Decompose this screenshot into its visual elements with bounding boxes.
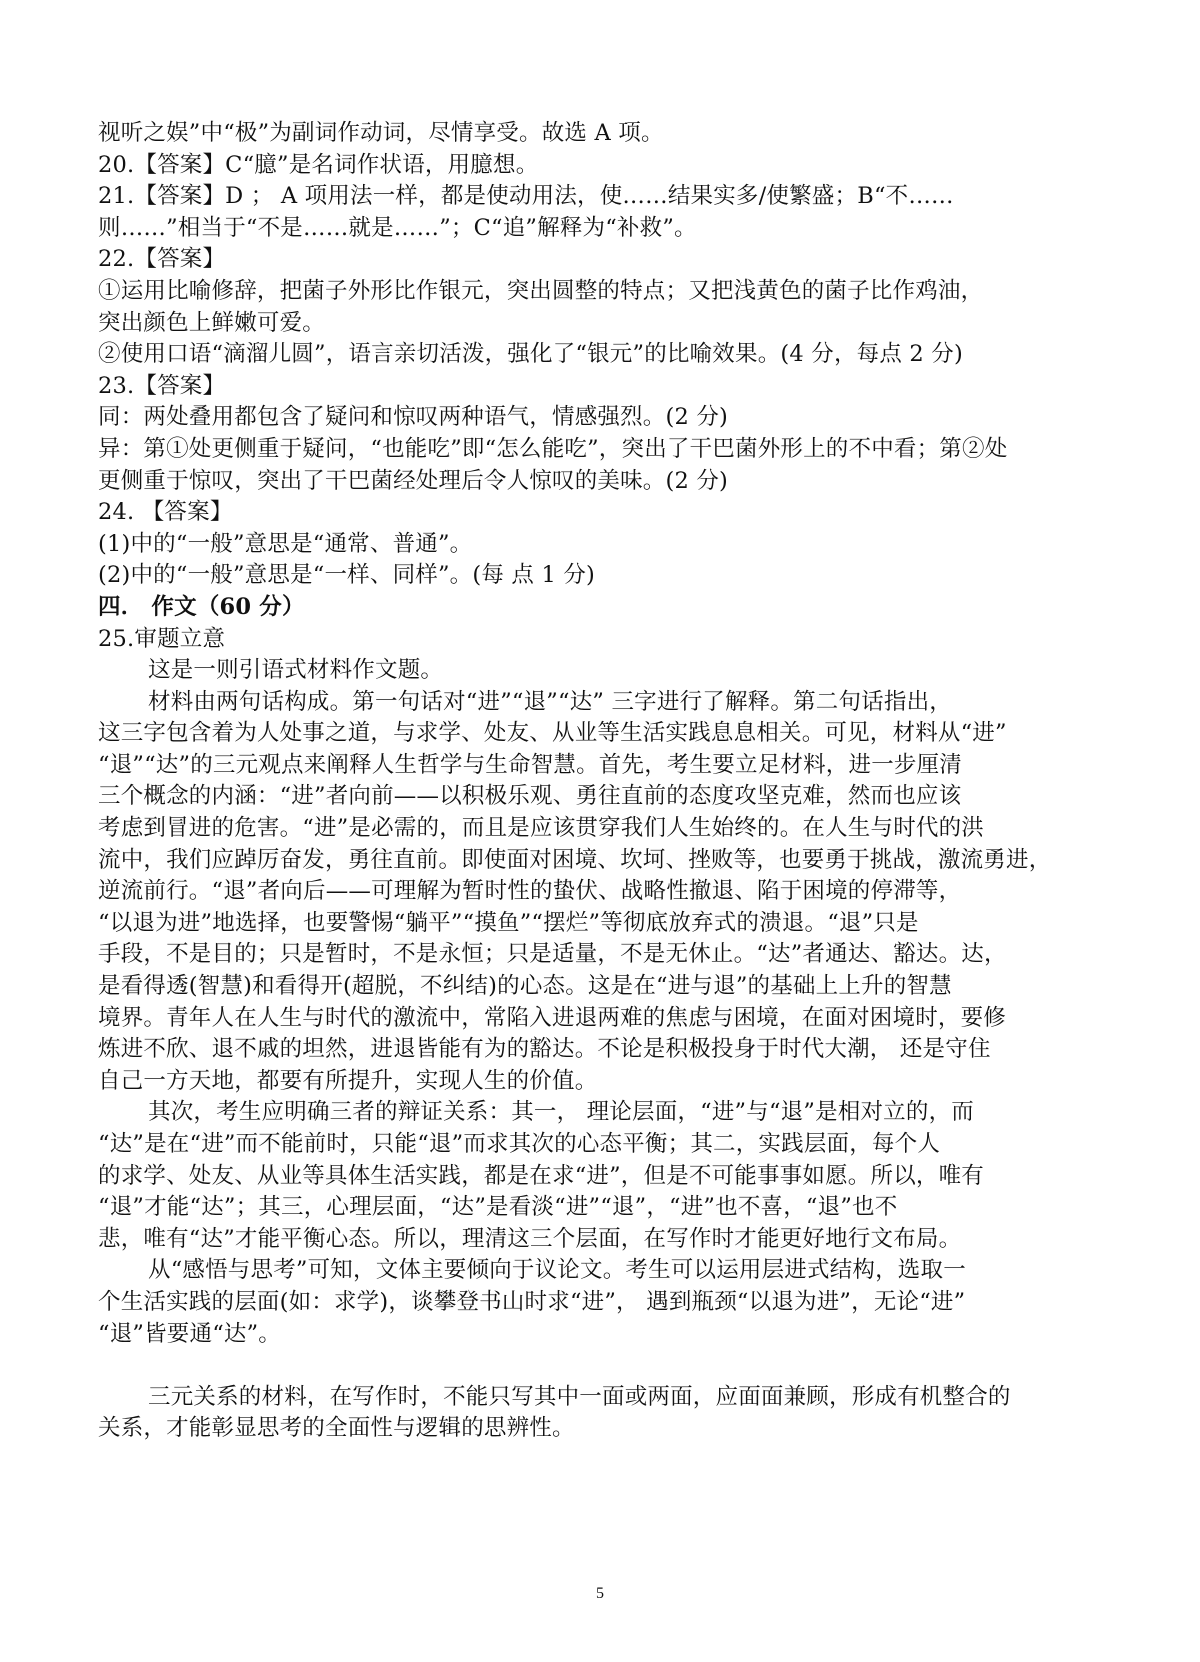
text-line: ②使用口语“滴溜儿圆”，语言亲切活泼，强化了“银元”的比喻效果。(4 分，每点 2 分): [98, 341, 963, 368]
text-line: 手段，不是目的；只是暂时，不是永恒；只是适量，不是无休止。“达”者通达、豁达。达，: [98, 941, 1007, 968]
text-line: 的求学、处友、从业等具体生活实践，都是在求“进”，但是不可能事事如愿。所以，唯有: [98, 1162, 985, 1189]
text-line: 境界。青年人在人生与时代的激流中，常陷入进退两难的焦虑与困境，在面对困境时，要修: [98, 1004, 1007, 1031]
text-line: (2)中的“一般”意思是“一样、同样”。(每 点 1 分): [98, 562, 596, 589]
text-line: “退”“达”的三元观点来阐释人生哲学与生命智慧。首先，考生要立足材料，进一步厘清: [98, 751, 963, 778]
text-line: 是看得透(智慧)和看得开(超脱，不纠结)的心态。这是在“进与退”的基础上上升的智慧: [98, 973, 952, 1000]
text-line: (1)中的“一般”意思是“通常、普通”。: [98, 530, 473, 557]
paragraph-start: 从“感悟与思考”可知，文体主要倾向于议论文。考生可以运用层进式结构，选取一: [148, 1257, 966, 1284]
paragraph-start: 这是一则引语式材料作文题。: [148, 657, 444, 684]
text-line: 悲，唯有“达”才能平衡心态。所以，理清这三个层面，在写作时才能更好地行文布局。: [98, 1225, 962, 1252]
paragraph-start: 三元关系的材料，在写作时，不能只写其中一面或两面，应面面兼顾，形成有机整合的: [148, 1383, 1011, 1410]
text-line: 23.【答案】: [98, 372, 226, 399]
text-line: 关系，才能彰显思考的全面性与逻辑的思辨性。: [98, 1415, 575, 1442]
page-number: 5: [596, 1585, 604, 1602]
text-line: 突出颜色上鲜嫩可爱。: [98, 309, 326, 336]
text-line: 炼进不欣、退不戚的坦然，进退皆能有为的豁达。不论是积极投身于时代大潮， 还是守住: [98, 1036, 991, 1063]
paragraph-start: 其次，考生应明确三者的辩证关系：其一， 理论层面，“进”与“退”是相对立的，而: [148, 1099, 974, 1126]
text-line: 22.【答案】: [98, 246, 226, 273]
text-line: 三个概念的内涵：“进”者向前——以积极乐观、勇往直前的态度攻坚克难，然而也应该: [98, 783, 962, 810]
text-line: “达”是在“进”而不能前时，只能“退”而求其次的心态平衡；其二，实践层面，每个人: [98, 1131, 941, 1157]
text-line: 逆流前行。“退”者向后——可理解为暂时性的蛰伏、战略性撤退、陷于困境的停滞等，: [98, 878, 962, 905]
section-heading: 四． 作文（60 分）: [98, 593, 305, 620]
text-line: 21.【答案】D ； A 项用法一样，都是使动用法，使……结果实多/使繁盛；B“不……: [98, 183, 954, 210]
text-line: 考虑到冒进的危害。“进”是必需的，而且是应该贯穿我们人生始终的。在人生与时代的洪: [98, 815, 985, 842]
text-line: 则……”相当于“不是……就是……”；C“追”解释为“补救”。: [98, 214, 697, 241]
text-line: 个生活实践的层面(如：求学)，谈攀登书山时求“进”， 遇到瓶颈“以退为进”，无论“进”: [98, 1288, 966, 1315]
text-line: 自己一方天地，都要有所提升，实现人生的价值。: [98, 1067, 598, 1094]
text-line: 25.审题立意: [98, 625, 226, 652]
text-line: 20.【答案】C“臆”是名词作状语，用臆想。: [98, 151, 539, 178]
blank-line: [98, 1350, 1118, 1382]
text-line: “退”皆要通“达”。: [98, 1320, 282, 1347]
text-line: 同：两处叠用都包含了疑问和惊叹两种语气，情感强烈。(2 分): [98, 404, 729, 431]
text-line: 异：第①处更侧重于疑问，“也能吃”即“怎么能吃”，突出了干巴菌外形上的不中看；第②处: [98, 435, 1008, 462]
text-line: 更侧重于惊叹，突出了干巴菌经处理后令人惊叹的美味。(2 分): [98, 467, 729, 494]
text-line: 流中，我们应踔厉奋发，勇往直前。即使面对困境、坎坷、挫败等，也要勇于挑战，激流勇进，: [98, 846, 1052, 873]
text-line: “退”才能“达”；其三，心理层面，“达”是看淡“进”“退”，“进”也不喜，“退”也不: [98, 1194, 898, 1221]
text-line: 视听之娱”中“极”为副词作动词，尽情享受。故选 A 项。: [98, 120, 664, 146]
text-line: ①运用比喻修辞，把菌子外形比作银元，突出圆整的特点；又把浅黄色的菌子比作鸡油，: [98, 277, 984, 304]
text-line: 24. 【答案】: [98, 499, 233, 526]
paragraph-start: 材料由两句话构成。第一句话对“进”“退”“达” 三字进行了解释。第二句话指出，: [148, 688, 952, 715]
document-body: [98, 118, 1118, 1445]
text-line: “以退为进”地选择，也要警惕“躺平”“摸鱼”“摆烂”等彻底放弃式的溃退。“退”只是: [98, 909, 919, 936]
text-line: 这三字包含着为人处事之道，与求学、处友、从业等生活实践息息相关。可见，材料从“进”: [98, 720, 1007, 747]
